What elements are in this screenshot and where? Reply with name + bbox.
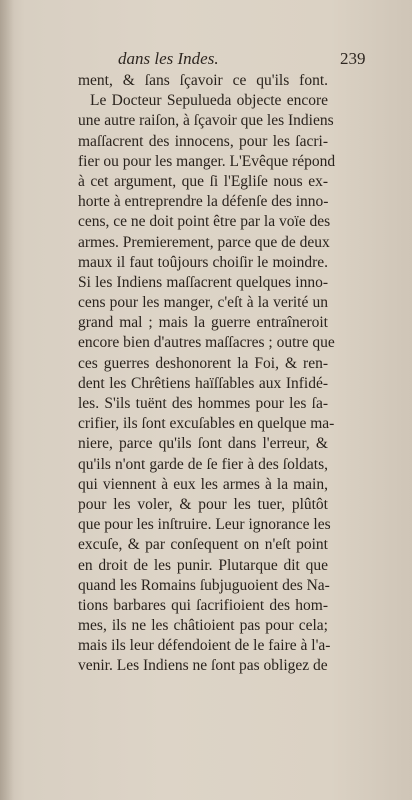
- text-line: encore bien d'autres maſſacres ; outre que: [78, 334, 335, 352]
- text-line: Le Docteur Sepulueda objecte encore: [90, 92, 328, 110]
- page-header: [0, 49, 412, 71]
- text-line: maux il faut toûjours choiſir le moindre.: [78, 253, 328, 271]
- text-line: horte à entreprendre la défenſe des inno-: [78, 193, 329, 211]
- text-line: à cet argument, que ſi l'Egliſe nous ex-: [78, 172, 328, 190]
- text-line: grand mal ; mais la guerre entraîneroit: [78, 314, 328, 332]
- text-line: mes, ils ne les châtioient pas pour cela;: [78, 617, 328, 635]
- running-head: dans les Indes.: [118, 49, 219, 68]
- text-line: cens pour les manger, c'eſt à la verité un: [78, 294, 328, 312]
- gutter-shadow: [0, 0, 14, 800]
- text-line: venir. Les Indiens ne ſont pas obligez de: [78, 657, 328, 675]
- text-line: excuſe, & par conſequent on n'eſt point: [78, 536, 328, 554]
- text-line: que pour les inſtruire. Leur ignorance les: [78, 516, 331, 534]
- text-line: qui viennent à eux les armes à la main,: [78, 475, 328, 493]
- text-line: armes. Premierement, parce que de deux: [78, 233, 330, 251]
- text-line: ment, & ſans ſçavoir ce qu'ils font.: [78, 72, 328, 89]
- text-line: ces guerres deshonorent la Foi, & ren-: [78, 354, 328, 372]
- text-line: quand les Romains ſubjuguoient des Na-: [78, 576, 330, 594]
- text-line: en droit de les punir. Plutarque dit que: [78, 556, 328, 574]
- text-line: mais ils leur défendoient de le faire à l'a-: [78, 637, 331, 655]
- text-line: les. S'ils tuënt des hommes pour les ſa-: [78, 395, 328, 412]
- text-line: pour les voler, & pour les tuer, plûtôt: [78, 495, 328, 513]
- text-line: crifier, ils ſont excuſables en quelque ma-: [78, 415, 335, 433]
- text-line: tions barbares qui ſacrifioient des hom-: [78, 596, 328, 614]
- page-number: 239: [340, 49, 366, 68]
- text-line: fier ou pour les manger. L'Evêque répond: [78, 152, 336, 170]
- text-line: cens, ce ne doit point être par la voïe des: [78, 213, 331, 231]
- text-line: dent les Chrêtiens haïſſables aux Infidé-: [78, 374, 328, 392]
- body-text: [78, 71, 336, 677]
- text-line: une autre raiſon, à ſçavoir que les Indiens: [78, 112, 334, 130]
- text-line: niere, parce qu'ils ſont dans l'erreur, &: [78, 435, 328, 453]
- text-line: qu'ils n'ont garde de ſe fier à des ſoldats,: [78, 455, 328, 473]
- text-line: maſſacrent des innocens, pour les ſacri-: [78, 132, 328, 150]
- text-line: Si les Indiens maſſacrent quelques inno-: [78, 273, 328, 291]
